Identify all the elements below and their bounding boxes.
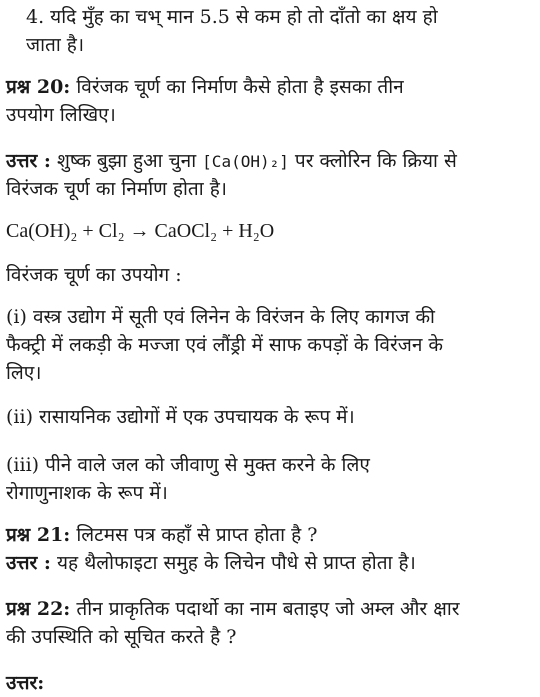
use-3-line-2: रोगाणुनाशक के रूप में। [6,482,168,504]
question-22-label: प्रश्न 22: [6,598,71,620]
question-22-text: तीन प्राकृतिक पदार्थो का नाम बताइए जो अम्ल और क्षार [70,598,460,620]
answer-20-text-b: पर क्लोरिन कि क्रिया से [288,150,457,172]
answer-20-line-1 [6,148,536,175]
question-21 [6,522,536,548]
question-21-text: लिटमस पत्र कहाँ से प्राप्त होता है ? [70,524,318,546]
use-1-line-2: फैक्ट्री में लकड़ी के मज्जा एवं लौंड्री में साफ कपड़ों के विरंजन के [6,334,444,356]
question-21-label: प्रश्न 21: [6,524,71,546]
use-3-line-1: (iii) पीने वाले जल को जीवाणु से मुक्त करने के लिए [6,454,370,476]
answer-20-text-a: शुष्क बुझा हुआ चुना [50,150,203,172]
use-1-line-3: लिए। [6,362,42,384]
question-22-line-1 [6,596,536,622]
answer-21-text: यह थैलोफाइटा समुह के लिचेन पौधे से प्राप्त होता है। [50,552,416,574]
uses-title: विरंजक चूर्ण का उपयोग : [6,264,182,286]
question-22-line-2: की उपस्थिति को सूचित करते है ? [6,626,237,648]
question-20-line-1 [6,74,536,100]
point-4-line-1: 4. यदि मुँह का चभ् मान 5.5 से कम हो तो दाँतो का क्षय हो [26,6,438,28]
chemical-equation: Ca(OH)₂ + Cl₂ → CaOCl₂ + H₂O [6,220,275,242]
use-1-line-1: (i) वस्त्र उद्योग में सूती एवं लिनेन के विरंजन के लिए कागज की [6,306,435,328]
answer-21-label: उत्तर : [6,552,51,574]
answer-20-formula: [Ca(OH)₂] [202,152,289,171]
use-2: (ii) रासायनिक उद्योगों में एक उपचायक के रूप में। [6,406,355,428]
question-20-text: विरंजक चूर्ण का निर्माण कैसे होता है इसका तीन [70,76,404,98]
answer-20-line-2: विरंजक चूर्ण का निर्माण होता है। [6,178,227,200]
point-4-line-2: जाता है। [26,34,85,56]
answer-20-label: उत्तर : [6,150,51,172]
question-20-label: प्रश्न 20: [6,76,71,98]
answer-21 [6,550,536,576]
question-20-line-2: उपयोग लिखिए। [6,104,116,126]
answer-22-label: उत्तर: [6,672,45,694]
